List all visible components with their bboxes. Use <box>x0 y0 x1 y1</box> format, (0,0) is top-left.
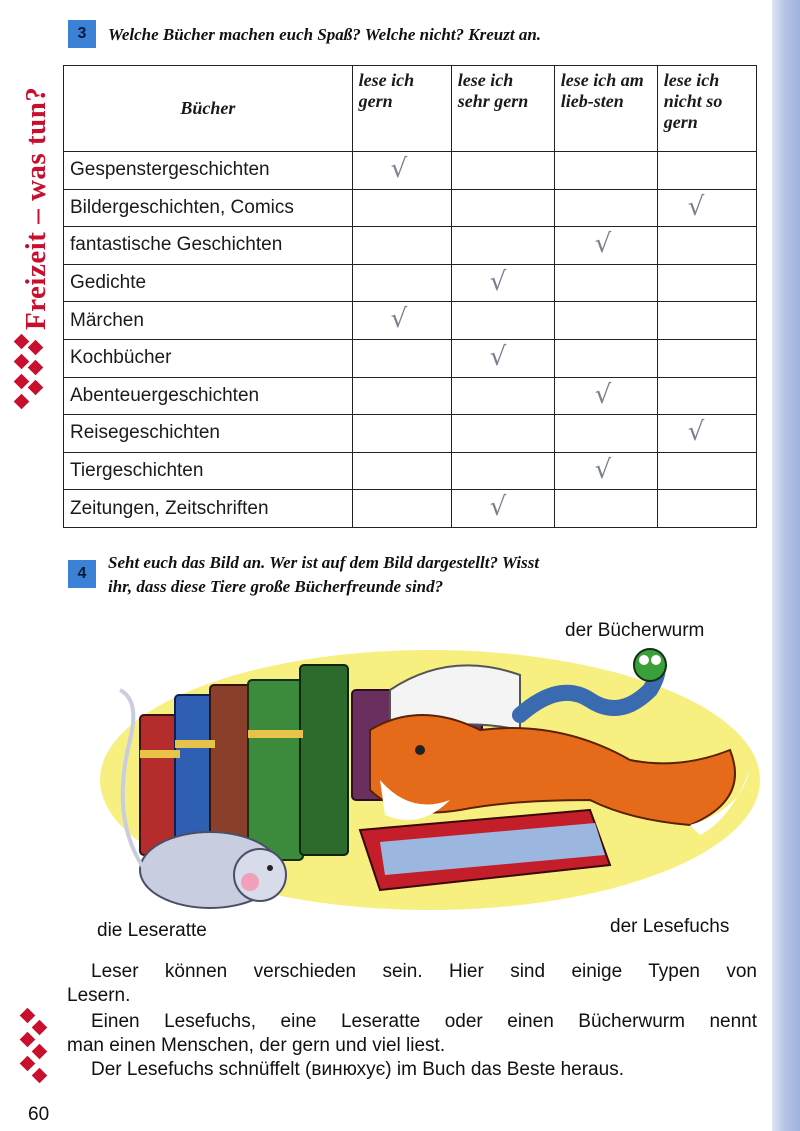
check-cell[interactable] <box>657 490 756 528</box>
header-books: Bücher <box>64 66 353 152</box>
check-cell[interactable] <box>554 152 657 190</box>
checkmark-icon: √ <box>687 191 705 222</box>
check-cell[interactable] <box>657 227 756 265</box>
checkmark-icon: √ <box>594 379 612 410</box>
chapter-side-title: Freizeit – was tun? <box>20 86 52 330</box>
side-diamond-ornament <box>12 336 52 416</box>
check-cell[interactable] <box>451 189 554 227</box>
caption-reading-rat: die Leseratte <box>97 920 207 941</box>
check-cell[interactable] <box>554 339 657 377</box>
book-type-label: Gedichte <box>64 264 353 302</box>
check-cell[interactable] <box>352 452 451 490</box>
book-type-label: fantastische Geschichten <box>64 227 353 265</box>
check-cell[interactable] <box>352 490 451 528</box>
check-cell[interactable] <box>554 490 657 528</box>
task-number-3: 3 <box>68 20 96 48</box>
check-cell[interactable] <box>554 452 657 490</box>
table-row <box>64 339 757 377</box>
books-preference-table <box>63 65 757 528</box>
check-cell[interactable] <box>451 377 554 415</box>
checkmark-icon: √ <box>489 266 507 297</box>
check-cell[interactable] <box>657 452 756 490</box>
checkmark-icon: √ <box>594 229 612 260</box>
check-cell[interactable] <box>352 377 451 415</box>
page-edge-strip <box>772 0 800 1131</box>
task-4-question-line-2: ihr, dass diese Tiere große Bücherfreunde sind? <box>108 577 444 596</box>
check-cell[interactable] <box>451 490 554 528</box>
header-am-liebsten: lese ich am lieb-sten <box>554 66 657 152</box>
table-row <box>64 377 757 415</box>
task-4-question-line-1: Seht euch das Bild an. Wer ist auf dem Bild dargestellt? Wisst <box>108 553 540 572</box>
paragraph-3: Der Lesefuchs schnüffelt (винюхує) im Buch das Beste heraus. <box>91 1059 624 1080</box>
check-cell[interactable] <box>657 264 756 302</box>
check-cell[interactable] <box>451 152 554 190</box>
book-type-label: Kochbücher <box>64 339 353 377</box>
paragraph-1-line-1: Leser können verschieden sein. Hier sind einige Typen von <box>91 961 757 982</box>
check-cell[interactable] <box>451 264 554 302</box>
check-cell[interactable] <box>657 152 756 190</box>
table-row <box>64 490 757 528</box>
paragraph-1-line-2: Lesern. <box>67 985 131 1006</box>
header-gern: lese ich gern <box>352 66 451 152</box>
task-number-4: 4 <box>68 560 96 588</box>
check-cell[interactable] <box>657 377 756 415</box>
check-cell[interactable] <box>451 452 554 490</box>
check-cell[interactable] <box>657 415 756 453</box>
table-row <box>64 152 757 190</box>
check-cell[interactable] <box>451 227 554 265</box>
check-cell[interactable] <box>352 189 451 227</box>
check-cell[interactable] <box>352 339 451 377</box>
checkmark-icon: √ <box>489 492 507 523</box>
checkmark-icon: √ <box>390 154 408 184</box>
book-type-label: Abenteuergeschichten <box>64 377 353 415</box>
check-cell[interactable] <box>554 264 657 302</box>
book-type-label: Reisegeschichten <box>64 415 353 453</box>
check-cell[interactable] <box>554 302 657 340</box>
bottom-diamond-ornament <box>18 1010 58 1090</box>
table-row <box>64 189 757 227</box>
table-row <box>64 452 757 490</box>
paragraph-2-line-2: man einen Menschen, der gern und viel liest. <box>67 1035 446 1056</box>
book-type-label: Tiergeschichten <box>64 452 353 490</box>
check-cell[interactable] <box>657 189 756 227</box>
task-3-question: Welche Bücher machen euch Spaß? Welche nicht? Kreuzt an. <box>108 25 542 44</box>
check-cell[interactable] <box>554 415 657 453</box>
page-number: 60 <box>28 1104 50 1125</box>
table-header-row <box>64 66 757 152</box>
caption-reading-fox: der Lesefuchs <box>610 916 730 937</box>
header-sehr-gern: lese ich sehr gern <box>451 66 554 152</box>
checkmark-icon: √ <box>687 417 705 448</box>
check-cell[interactable] <box>451 302 554 340</box>
check-cell[interactable] <box>352 227 451 265</box>
book-type-label: Märchen <box>64 302 353 340</box>
check-cell[interactable] <box>657 302 756 340</box>
checkmark-icon: √ <box>390 304 408 335</box>
check-cell[interactable] <box>657 339 756 377</box>
check-cell[interactable] <box>352 264 451 302</box>
header-nicht-so-gern: lese ich nicht so gern <box>657 66 756 152</box>
book-type-label: Bildergeschichten, Comics <box>64 189 353 227</box>
check-cell[interactable] <box>352 152 451 190</box>
paragraph-2-line-1: Einen Lesefuchs, eine Leseratte oder einen Bücherwurm nennt <box>91 1011 757 1032</box>
checkmark-icon: √ <box>489 341 507 372</box>
book-type-label: Zeitungen, Zeitschriften <box>64 490 353 528</box>
table-row <box>64 415 757 453</box>
table-row <box>64 264 757 302</box>
check-cell[interactable] <box>554 189 657 227</box>
reading-animals-illustration <box>90 620 770 950</box>
check-cell[interactable] <box>451 339 554 377</box>
check-cell[interactable] <box>352 415 451 453</box>
check-cell[interactable] <box>451 415 554 453</box>
check-cell[interactable] <box>554 227 657 265</box>
table-row <box>64 227 757 265</box>
table-row <box>64 302 757 340</box>
book-type-label: Gespenstergeschichten <box>64 152 353 190</box>
checkmark-icon: √ <box>594 454 612 485</box>
check-cell[interactable] <box>554 377 657 415</box>
caption-bookworm: der Bücherwurm <box>565 620 705 641</box>
check-cell[interactable] <box>352 302 451 340</box>
